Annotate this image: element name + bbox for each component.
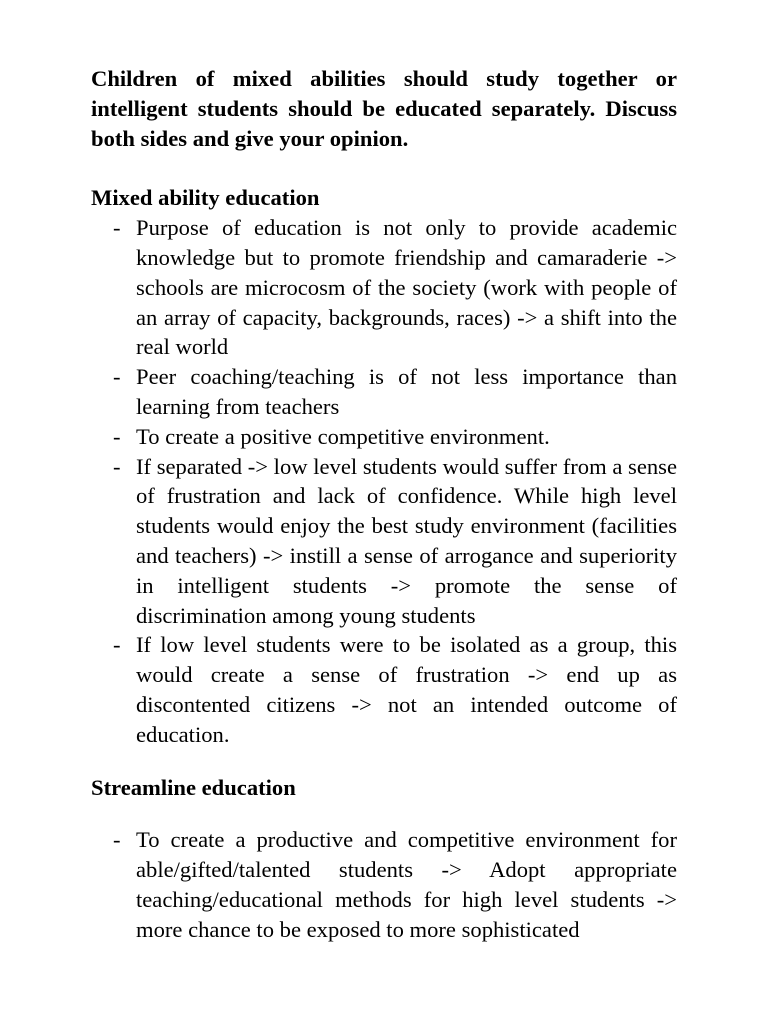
bullet-dash: -	[113, 364, 121, 390]
list-item	[91, 213, 677, 362]
bullet-dash: -	[113, 632, 121, 658]
list-item-text: To create a positive competitive environment.	[136, 423, 550, 449]
mixed-ability-points	[91, 213, 677, 749]
list-item	[91, 630, 677, 749]
list-item-text: To create a productive and competitive environment for able/gifted/talented students -> Adopt appropriate teaching/educational methods for high level students -> more chance to be exposed to more sophisticated	[136, 827, 677, 942]
bullet-dash: -	[113, 423, 121, 449]
bullet-dash: -	[113, 215, 121, 241]
list-item-text: If separated -> low level students would suffer from a sense of frustration and lack of confidence. While high level students would enjoy the best study environment (facilities and teachers) -> instill a sense of arrogance and superiority in intelligent students -> promote the sense of discrimination among young students	[136, 453, 677, 628]
section-heading-mixed-ability: Mixed ability education	[91, 185, 320, 211]
list-item	[91, 362, 677, 422]
list-item-text: Purpose of education is not only to provide academic knowledge but to promote friendship and camaraderie -> schools are microcosm of the society (work with people of an array of capacity, backgrounds, races) -> a shift into the real world	[136, 215, 677, 360]
bullet-dash: -	[113, 827, 121, 853]
document-page	[91, 64, 677, 945]
list-item	[91, 422, 677, 452]
essay-prompt: Children of mixed abilities should study together or intelligent students should be educated separately. Discuss both sides and give your opinion.	[91, 66, 677, 151]
list-item	[91, 825, 677, 944]
bullet-dash: -	[113, 453, 121, 479]
list-item-text: Peer coaching/teaching is of not less importance than learning from teachers	[136, 364, 677, 419]
streamline-points	[91, 825, 677, 944]
list-item	[91, 452, 677, 631]
list-item-text: If low level students were to be isolated as a group, this would create a sense of frustration -> end up as discontented citizens -> not an intended outcome of education.	[136, 632, 677, 747]
section-heading-streamline: Streamline education	[91, 774, 296, 800]
